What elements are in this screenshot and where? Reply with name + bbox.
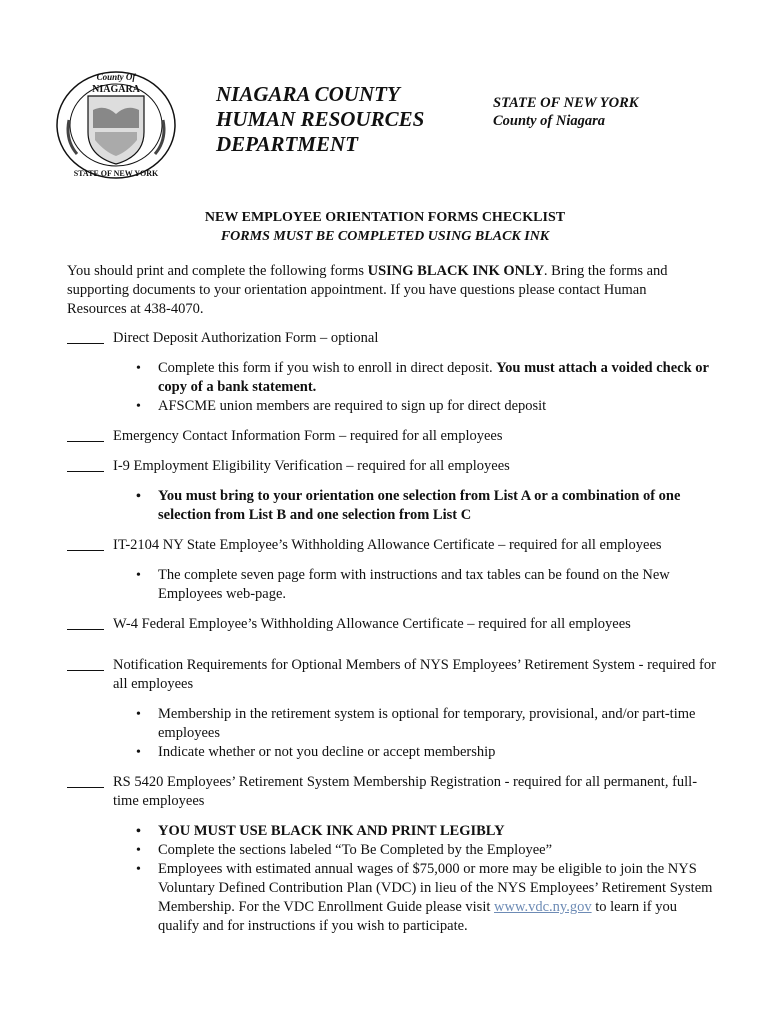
bullet-item: • Complete the sections labeled “To Be Completed by the Employee” [158, 841, 717, 860]
checkbox-line [67, 550, 104, 551]
county-seal-logo [55, 70, 177, 180]
vdc-website-link[interactable]: www.vdc.ny.gov [494, 899, 592, 915]
bullet-bold-text: You must attach a voided check or copy of a bank statement. [158, 360, 709, 395]
bullet-item: • The complete seven page form with instructions and tax tables can be found on the New Employees web-page. [158, 566, 717, 604]
state-line-1: STATE OF NEW YORK [493, 95, 639, 111]
state-line-2: County of Niagara [493, 113, 605, 129]
bullet-item: • You must bring to your orientation one selection from List A or a combination of one selection from List B and one selection from List C [158, 487, 717, 525]
checklist-item-emergency-contact [67, 427, 717, 446]
department-line-1: NIAGARA COUNTY [216, 82, 400, 106]
item-label: W-4 Federal Employee’s Withholding Allowance Certificate – required for all employees [113, 616, 631, 632]
checklist-item-rs5420 [67, 773, 717, 811]
intro-text-before: You should print and complete the following forms [67, 263, 368, 279]
checkbox-line [67, 471, 104, 472]
bullet-item: • Indicate whether or not you decline or accept membership [158, 743, 717, 762]
checklist-item-w4 [67, 615, 717, 634]
checklist-item-retirement-notification [67, 656, 717, 694]
state-heading [493, 94, 638, 130]
it2104-bullets [67, 566, 717, 604]
department-line-3: DEPARTMENT [216, 132, 358, 156]
seal-top-text: County Of [96, 72, 136, 82]
direct-deposit-bullets [67, 359, 717, 416]
department-line-2: HUMAN RESOURCES [216, 107, 425, 131]
item-label: Notification Requirements for Optional Members of NYS Employees’ Retirement System - required for all employees [113, 657, 716, 692]
i9-bullets [67, 487, 717, 525]
checklist [67, 329, 717, 947]
bullet-item: • YOU MUST USE BLACK INK AND PRINT LEGIBLY [158, 822, 717, 841]
rs5420-bullets [67, 822, 717, 936]
item-label: IT-2104 NY State Employee’s Withholding Allowance Certificate – required for all employees [113, 537, 662, 553]
retirement-notification-bullets [67, 705, 717, 762]
bullet-item: • Membership in the retirement system is optional for temporary, provisional, and/or part-time employees [158, 705, 717, 743]
bullet-item: • AFSCME union members are required to sign up for direct deposit [158, 397, 717, 416]
item-label: Direct Deposit Authorization Form – optional [113, 330, 379, 346]
department-heading [216, 82, 424, 157]
item-label: RS 5420 Employees’ Retirement System Membership Registration - required for all permanent, full-time employees [113, 774, 698, 809]
checkbox-line [67, 629, 104, 630]
checklist-item-it2104 [67, 536, 717, 555]
seal-name-text: NIAGARA [92, 84, 140, 95]
title-sub: FORMS MUST BE COMPLETED USING BLACK INK [220, 229, 550, 244]
seal-bottom-text: STATE OF NEW YORK [73, 169, 159, 178]
item-label: I-9 Employment Eligibility Verification – required for all employees [113, 458, 510, 474]
intro-paragraph [67, 262, 707, 319]
checklist-item-i9 [67, 457, 717, 476]
checkbox-line [67, 343, 104, 344]
bullet-text: Complete this form if you wish to enroll in direct deposit. [158, 360, 497, 376]
checkbox-line [67, 441, 104, 442]
bullet-item [158, 860, 717, 936]
bullet-item [158, 359, 717, 397]
item-label: Emergency Contact Information Form – required for all employees [113, 428, 503, 444]
intro-emphasis: USING BLACK INK ONLY [367, 263, 544, 279]
bullet-text: Employees with estimated annual wages of $75,000 or more may be eligible to join the NYS Voluntary Defined Contribution Plan (VDC) in lieu of the NYS Employees’ Retirement System Membership. For the VDC Enrollment Guide please visit [158, 861, 713, 915]
intro-text-after: . Bring the forms and supporting documents to your orientation appointment. If you have questions please contact Human Resources at 438-4070. [67, 263, 668, 317]
checkbox-line [67, 670, 104, 671]
checklist-item-direct-deposit [67, 329, 717, 348]
title-main: NEW EMPLOYEE ORIENTATION FORMS CHECKLIST [204, 210, 566, 225]
bullet-text: to learn if you qualify and for instructions if you wish to participate. [158, 899, 677, 934]
document-title [0, 208, 770, 246]
checkbox-line [67, 787, 104, 788]
